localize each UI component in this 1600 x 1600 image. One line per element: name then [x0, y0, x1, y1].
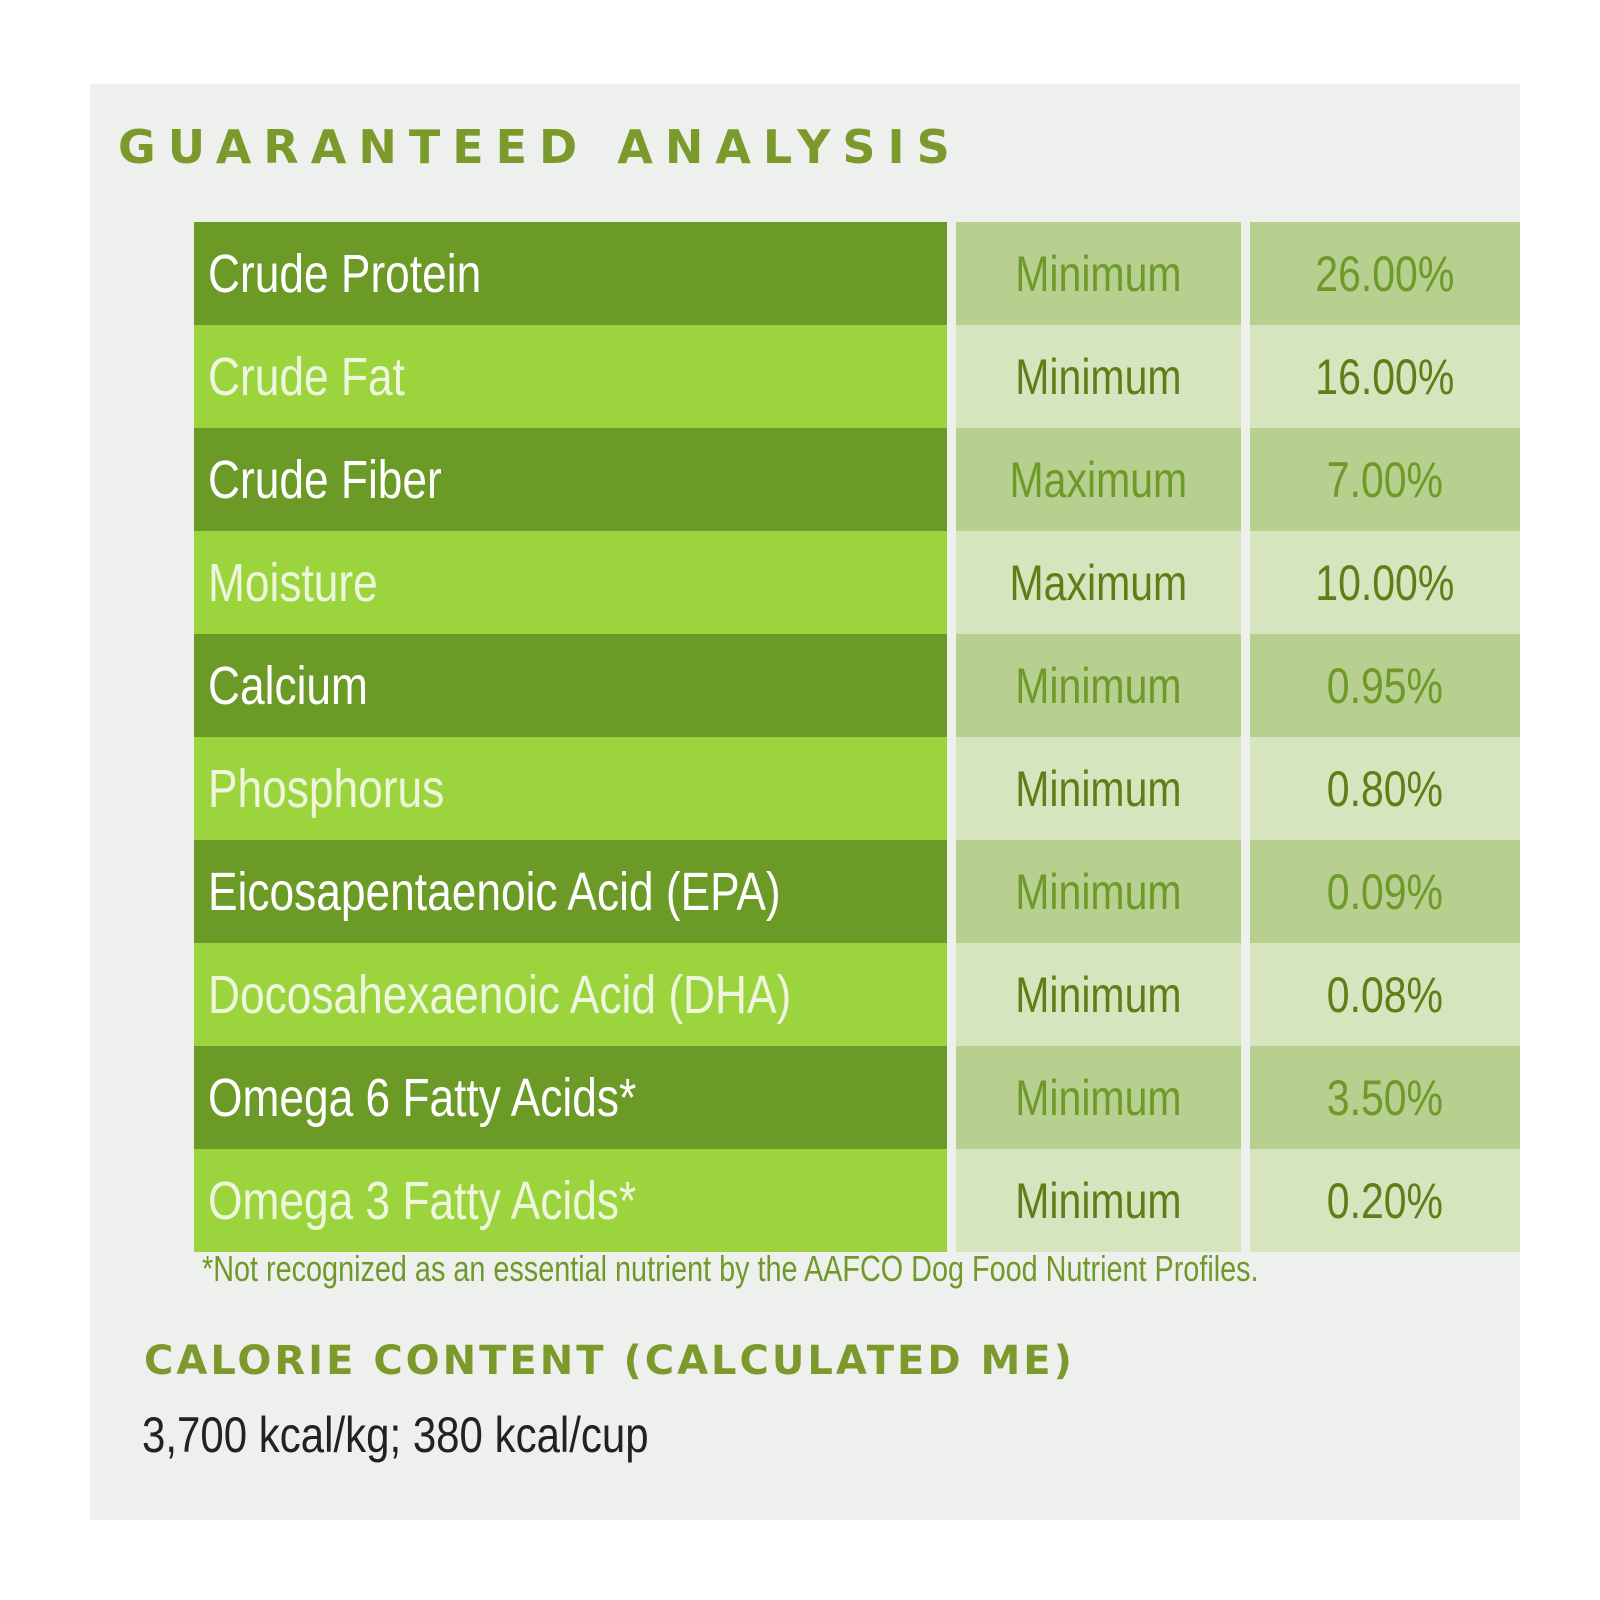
guaranteed-analysis-heading: GUARANTEED ANALYSIS — [118, 120, 962, 174]
nutrient-basis: Maximum — [956, 531, 1241, 634]
nutrient-basis: Minimum — [956, 634, 1241, 737]
table-row — [194, 531, 1520, 634]
nutrient-value: 3.50% — [1250, 1046, 1520, 1149]
table-row — [194, 428, 1520, 531]
nutrient-basis: Minimum — [956, 325, 1241, 428]
table-row — [194, 222, 1520, 325]
label-panel — [90, 84, 1520, 1520]
nutrient-value: 26.00% — [1250, 222, 1520, 325]
aafco-footnote: *Not recognized as an essential nutrient by the AAFCO Dog Food Nutrient Profiles. — [202, 1248, 1259, 1289]
calorie-content-value: 3,700 kcal/kg; 380 kcal/cup — [142, 1407, 649, 1463]
nutrient-value: 16.00% — [1250, 325, 1520, 428]
nutrient-name: Phosphorus — [194, 737, 947, 840]
nutrient-name: Crude Protein — [194, 222, 947, 325]
nutrient-value: 10.00% — [1250, 531, 1520, 634]
analysis-table — [194, 222, 1520, 1252]
nutrient-value: 0.80% — [1250, 737, 1520, 840]
nutrient-value: 0.20% — [1250, 1149, 1520, 1252]
nutrient-name: Calcium — [194, 634, 947, 737]
nutrient-name: Eicosapentaenoic Acid (EPA) — [194, 840, 947, 943]
calorie-content-heading: CALORIE CONTENT (CALCULATED ME) — [144, 1338, 1075, 1384]
nutrient-basis: Minimum — [956, 943, 1241, 1046]
nutrient-value: 0.95% — [1250, 634, 1520, 737]
nutrient-basis: Maximum — [956, 428, 1241, 531]
nutrient-value: 7.00% — [1250, 428, 1520, 531]
nutrient-basis: Minimum — [956, 840, 1241, 943]
nutrient-value: 0.08% — [1250, 943, 1520, 1046]
nutrient-basis: Minimum — [956, 222, 1241, 325]
table-row — [194, 634, 1520, 737]
nutrient-basis: Minimum — [956, 737, 1241, 840]
nutrient-name: Crude Fiber — [194, 428, 947, 531]
nutrient-name: Moisture — [194, 531, 947, 634]
table-row — [194, 1046, 1520, 1149]
table-row — [194, 943, 1520, 1046]
table-row — [194, 737, 1520, 840]
table-row — [194, 1149, 1520, 1252]
nutrient-name: Omega 3 Fatty Acids* — [194, 1149, 947, 1252]
table-row — [194, 840, 1520, 943]
table-row — [194, 325, 1520, 428]
nutrient-basis: Minimum — [956, 1046, 1241, 1149]
nutrient-value: 0.09% — [1250, 840, 1520, 943]
nutrient-basis: Minimum — [956, 1149, 1241, 1252]
nutrient-name: Crude Fat — [194, 325, 947, 428]
nutrient-name: Omega 6 Fatty Acids* — [194, 1046, 947, 1149]
nutrient-name: Docosahexaenoic Acid (DHA) — [194, 943, 947, 1046]
